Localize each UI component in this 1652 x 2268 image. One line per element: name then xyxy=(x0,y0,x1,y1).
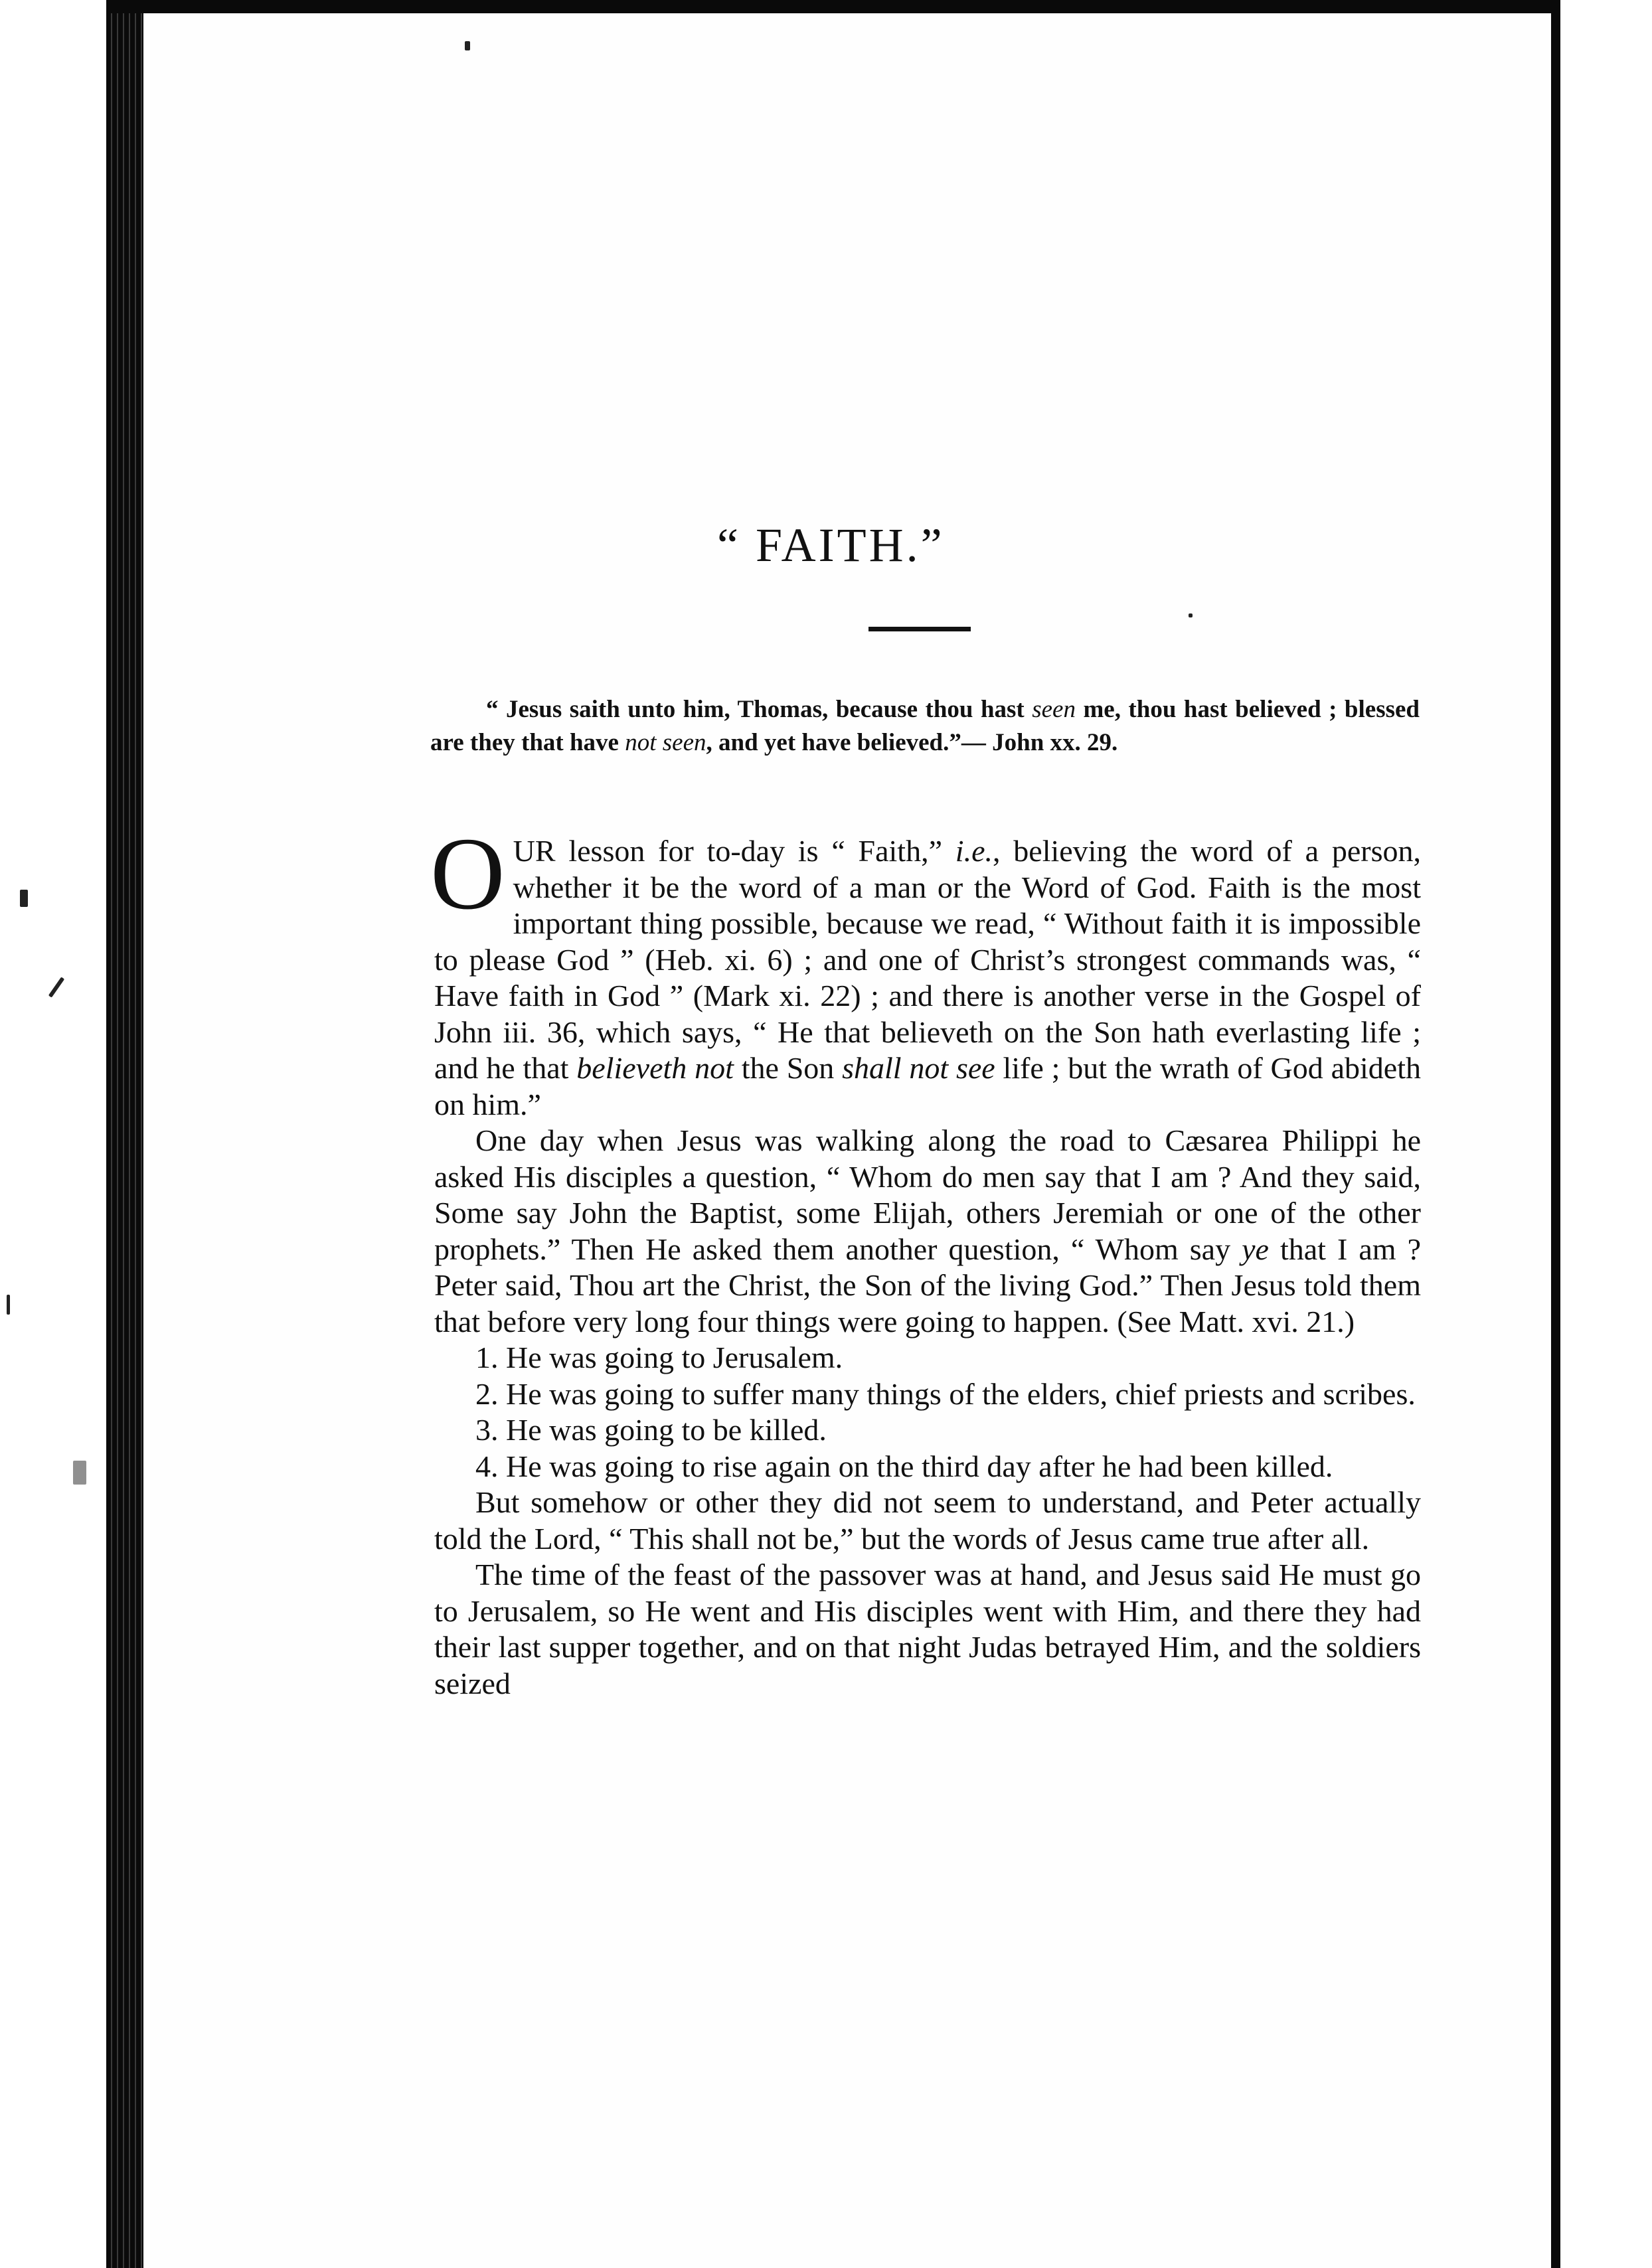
title-rule xyxy=(868,627,971,631)
scan-speck xyxy=(73,1461,86,1485)
list-item: 2. He was going to suffer many things of the elders, chief priests and scribes. xyxy=(475,1376,1416,1411)
scan-speck xyxy=(7,1295,10,1315)
drop-cap: O xyxy=(430,816,505,931)
epigraph-text: “ Jesus saith unto him, Thomas, because thou hast seen me, thou hast believed ; blessed are they that have not seen, and yet have believed.”— John xx. 29. xyxy=(430,696,1420,756)
paragraph-2: One day when Jesus was walking along the road to Cæsarea Philippi he asked His disciples a question, “ Whom do men say that I am ? And they said, Some say John the Baptist, some Elijah, others Jeremiah or one of the other prophets.” Then He asked them another question, “ Whom say ye that I am ? Peter said, Thou art the Christ, the Son of the living God.” Then Jesus told them that before very long four things were going to happen. (See Matt. xvi. 21.) xyxy=(434,1123,1421,1338)
epigraph-quote xyxy=(430,693,1420,760)
paragraph-4: The time of the feast of the passover was at hand, and Jesus said He must go to Jerusalem, so He went and His disciples went with Him, and there they had their last supper together, and on that night Judas betrayed Him, and the soldiers seized xyxy=(434,1558,1421,1700)
list-item: 4. He was going to rise again on the third day after he had been killed. xyxy=(475,1449,1333,1483)
scan-speck xyxy=(20,890,28,907)
list-item: 1. He was going to Jerusalem. xyxy=(475,1340,843,1374)
paragraph-1: OUR lesson for to-day is “ Faith,” i.e., believing the word of a person, whether it be the word of a man or the Word of God. Faith is the most important thing possible, because we read, “ Without faith it is impossible to please God ” (Heb. xi. 6) ; and one of Christ’s strongest commands was, “ Have faith in God ” (Mark xi. 22) ; and there is another verse in the Gospel of John iii. 36, which says, “ He that believeth on the Son hath everlasting life ; and he that believeth not the Son shall not see life ; but the wrath of God abideth on him.” xyxy=(430,816,1421,1121)
scan-speck xyxy=(465,41,470,50)
scan-margin-right xyxy=(1560,0,1652,2268)
body-text xyxy=(430,816,1421,1702)
book-spine-edge xyxy=(106,0,143,2268)
scan-top-border xyxy=(106,0,1567,13)
scan-speck xyxy=(1189,613,1193,617)
list-item: 3. He was going to be killed. xyxy=(475,1413,827,1447)
page-title: “ FAITH.” xyxy=(717,519,945,572)
paragraph-3: But somehow or other they did not seem to understand, and Peter actually told the Lord, “ This shall not be,” but the words of Jesus came true after all. xyxy=(434,1485,1421,1556)
scan-right-border xyxy=(1551,0,1560,2268)
scan-margin-left xyxy=(0,0,106,2268)
